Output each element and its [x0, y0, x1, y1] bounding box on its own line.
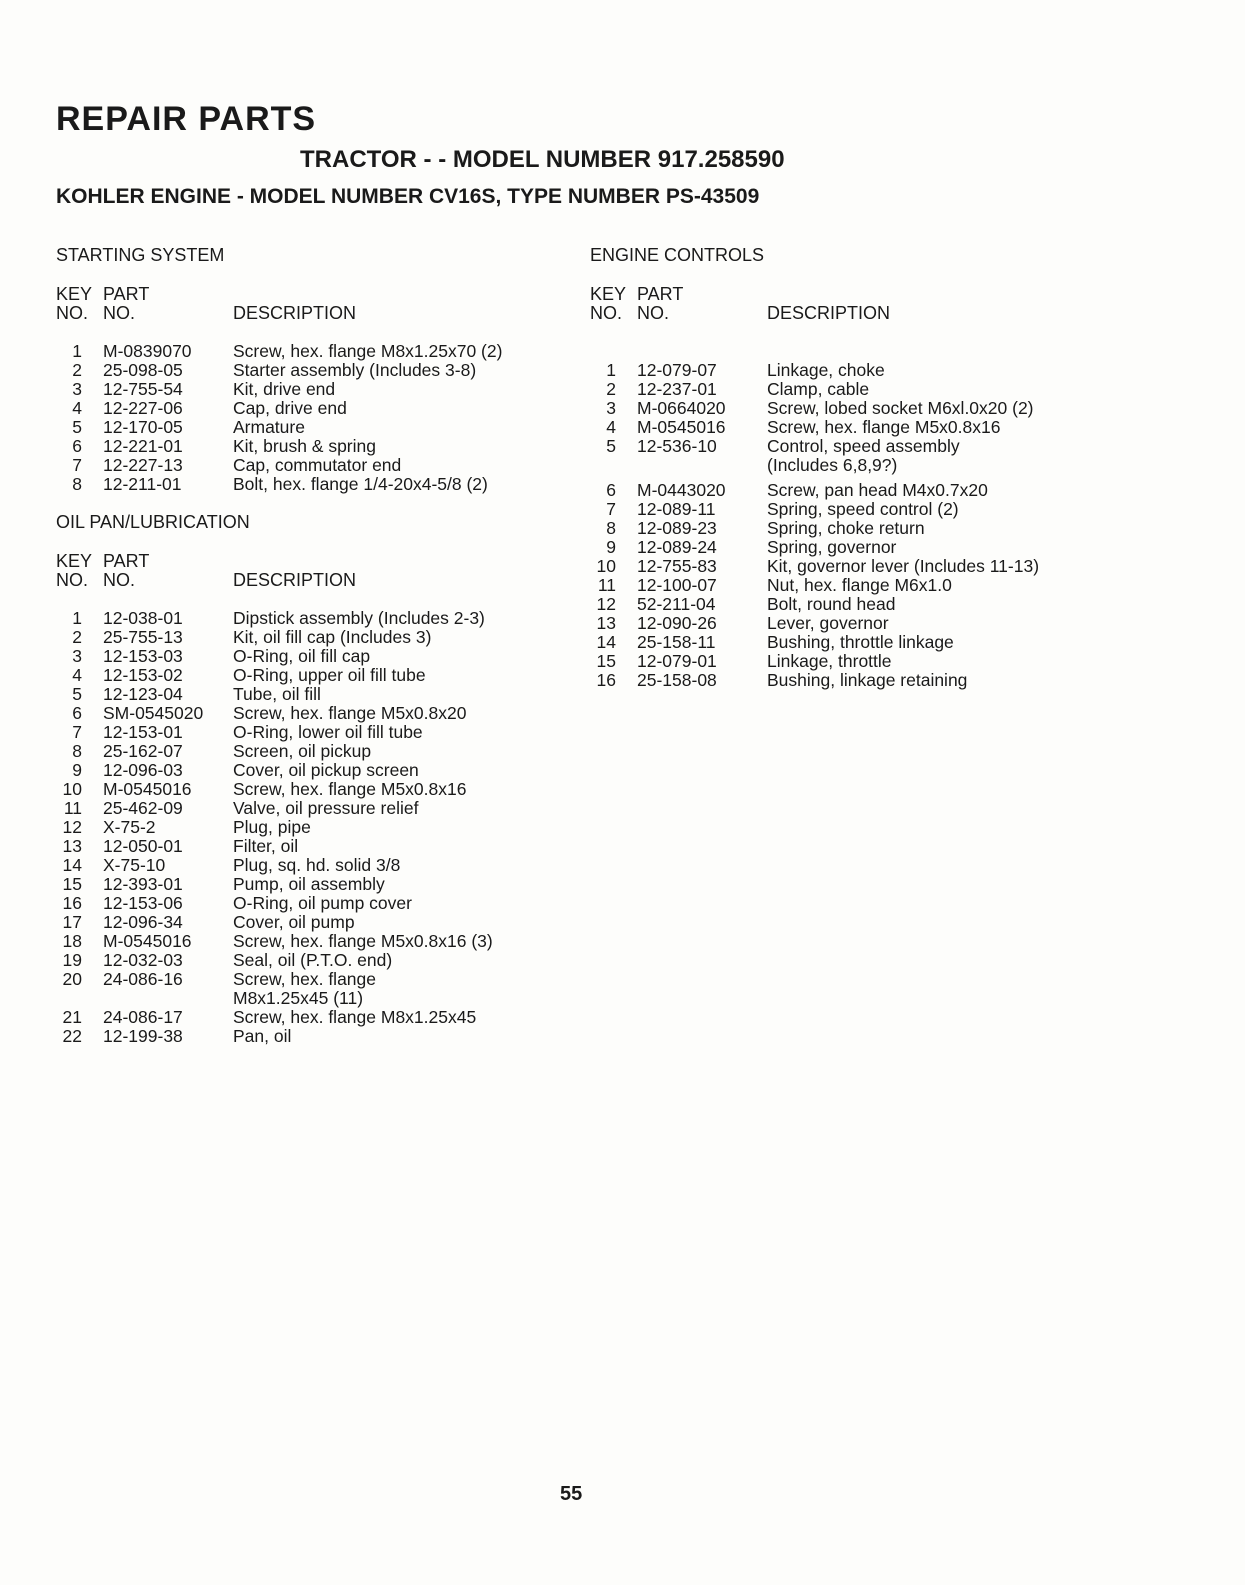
- part-number: 12-153-02: [103, 665, 183, 685]
- key-number: 2: [72, 360, 82, 380]
- key-number: 22: [62, 1026, 82, 1046]
- part-number: 12-199-38: [103, 1026, 183, 1046]
- col-part-no-label: NO.: [103, 570, 136, 590]
- part-number: 25-158-08: [637, 670, 717, 690]
- part-number: 25-755-13: [103, 627, 183, 647]
- part-description: Spring, governor: [767, 537, 897, 557]
- key-number: 11: [597, 575, 616, 595]
- col-key-label: KEY: [590, 284, 627, 304]
- key-number: 10: [62, 779, 82, 799]
- column-header-starting-system: [56, 285, 456, 325]
- key-number: 7: [606, 499, 616, 519]
- part-number: 12-123-04: [103, 684, 183, 704]
- part-description: O-Ring, oil fill cap: [233, 646, 371, 666]
- key-number: 4: [72, 398, 82, 418]
- part-description: Screw, hex. flange M5x0.8x20: [233, 703, 467, 723]
- part-number: X-75-2: [103, 817, 156, 837]
- part-number: 12-032-03: [103, 950, 183, 970]
- part-description: Screen, oil pickup: [233, 741, 372, 761]
- part-number: M-0664020: [637, 398, 726, 418]
- key-number: 21: [62, 1007, 82, 1027]
- part-description: Cover, oil pump: [233, 912, 355, 932]
- part-number: 25-158-11: [637, 632, 716, 652]
- part-description: Bushing, throttle linkage: [767, 632, 954, 652]
- key-number: 6: [72, 703, 82, 723]
- part-description: Screw, hex. flange M8x1.25x45: [233, 1007, 477, 1027]
- part-description: Lever, governor: [767, 613, 889, 633]
- part-number: 12-089-24: [637, 537, 717, 557]
- part-description: Armature: [233, 417, 305, 437]
- key-number: 14: [596, 632, 616, 652]
- part-number: 12-089-23: [637, 518, 717, 538]
- part-description: Bolt, hex. flange 1/4-20x4-5/8 (2): [233, 474, 488, 494]
- col-description-label: DESCRIPTION: [233, 570, 357, 590]
- part-description: Pan, oil: [233, 1026, 292, 1046]
- part-description: M8x1.25x45 (11): [233, 988, 364, 1008]
- part-description: Cap, commutator end: [233, 455, 402, 475]
- key-number: 9: [606, 537, 616, 557]
- key-number: 12: [62, 817, 82, 837]
- part-description: Cap, drive end: [233, 398, 347, 418]
- part-description: Pump, oil assembly: [233, 874, 385, 894]
- key-number: 11: [63, 798, 82, 818]
- key-number: 15: [596, 651, 616, 671]
- key-number: 7: [72, 455, 82, 475]
- section-title-oil-pan: OIL PAN/LUBRICATION: [56, 512, 250, 532]
- col-part-label: PART: [103, 551, 150, 571]
- part-description: Filter, oil: [233, 836, 299, 856]
- key-number: 16: [62, 893, 82, 913]
- part-description: Screw, hex. flange M5x0.8x16 (3): [233, 931, 493, 951]
- part-description: Screw, hex. flange M5x0.8x16: [233, 779, 467, 799]
- part-number: 12-153-01: [103, 722, 183, 742]
- part-number: 12-227-06: [103, 398, 183, 418]
- part-number: 12-038-01: [103, 608, 183, 628]
- key-number: 5: [72, 684, 82, 704]
- part-description: Bolt, round head: [767, 594, 896, 614]
- key-number: 5: [72, 417, 82, 437]
- key-number: 3: [72, 646, 82, 666]
- part-number: 12-079-07: [637, 360, 717, 380]
- part-number: 12-153-03: [103, 646, 183, 666]
- part-description: (Includes 6,8,9?): [767, 455, 898, 475]
- key-number: 8: [72, 474, 82, 494]
- part-number: X-75-10: [103, 855, 166, 875]
- part-description: Nut, hex. flange M6x1.0: [767, 575, 952, 595]
- part-description: Control, speed assembly: [767, 436, 960, 456]
- key-number: 5: [606, 436, 616, 456]
- part-number: M-0545016: [103, 779, 192, 799]
- key-number: 10: [596, 556, 616, 576]
- part-description: Screw, hex. flange M5x0.8x16: [767, 417, 1001, 437]
- col-description-label: DESCRIPTION: [767, 303, 891, 323]
- part-description: Plug, sq. hd. solid 3/8: [233, 855, 401, 875]
- part-number: 12-221-01: [103, 436, 183, 456]
- key-number: 9: [72, 760, 82, 780]
- key-number: 2: [606, 379, 616, 399]
- part-number: M-0839070: [103, 341, 192, 361]
- key-number: 8: [606, 518, 616, 538]
- key-number: 14: [62, 855, 82, 875]
- part-number: 12-100-07: [637, 575, 717, 595]
- engine-model-title: KOHLER ENGINE - MODEL NUMBER CV16S, TYPE NUMBER PS-43509: [56, 185, 760, 208]
- col-key-label: KEY: [56, 551, 93, 571]
- part-description: O-Ring, upper oil fill tube: [233, 665, 426, 685]
- key-number: 1: [72, 341, 82, 361]
- tractor-model-title: TRACTOR - - MODEL NUMBER 917.258590: [300, 146, 785, 173]
- part-description: Bushing, linkage retaining: [767, 670, 968, 690]
- key-number: 3: [606, 398, 616, 418]
- col-part-label: PART: [637, 284, 684, 304]
- part-description: Spring, choke return: [767, 518, 925, 538]
- part-number: 12-079-01: [637, 651, 717, 671]
- part-number: 24-086-17: [103, 1007, 183, 1027]
- key-number: 19: [62, 950, 82, 970]
- part-description: Spring, speed control (2): [767, 499, 959, 519]
- column-header-engine-controls: [590, 285, 990, 325]
- part-description: Valve, oil pressure relief: [233, 798, 419, 818]
- col-key-label: KEY: [56, 284, 93, 304]
- key-number: 7: [72, 722, 82, 742]
- key-number: 20: [62, 969, 82, 989]
- col-part-no-label: NO.: [103, 303, 136, 323]
- part-number: 12-096-34: [103, 912, 183, 932]
- key-number: 1: [606, 360, 616, 380]
- col-key-no-label: NO.: [56, 303, 89, 323]
- part-description: Cover, oil pickup screen: [233, 760, 419, 780]
- part-number: 12-755-83: [637, 556, 717, 576]
- key-number: 1: [72, 608, 82, 628]
- col-key-no-label: NO.: [56, 570, 89, 590]
- key-number: 2: [72, 627, 82, 647]
- section-title-starting-system: STARTING SYSTEM: [56, 245, 225, 265]
- part-description: Dipstick assembly (Includes 2-3): [233, 608, 485, 628]
- part-description: Screw, hex. flange M8x1.25x70 (2): [233, 341, 503, 361]
- part-description: Tube, oil fill: [233, 684, 321, 704]
- part-description: Screw, pan head M4x0.7x20: [767, 480, 988, 500]
- column-header-oil-pan: [56, 552, 456, 592]
- part-number: 12-237-01: [637, 379, 717, 399]
- part-number: 12-393-01: [103, 874, 183, 894]
- part-description: Kit, drive end: [233, 379, 336, 399]
- col-part-label: PART: [103, 284, 150, 304]
- col-part-no-label: NO.: [637, 303, 670, 323]
- key-number: 15: [62, 874, 82, 894]
- part-description: Kit, brush & spring: [233, 436, 376, 456]
- part-number: 25-098-05: [103, 360, 183, 380]
- part-number: 52-211-04: [637, 594, 716, 614]
- key-number: 17: [62, 912, 82, 932]
- part-description: Clamp, cable: [767, 379, 870, 399]
- part-description: Screw, hex. flange: [233, 969, 376, 989]
- part-number: 24-086-16: [103, 969, 183, 989]
- part-description: Plug, pipe: [233, 817, 311, 837]
- part-number: 12-050-01: [103, 836, 183, 856]
- part-number: SM-0545020: [103, 703, 204, 723]
- part-number: M-0545016: [637, 417, 726, 437]
- key-number: 4: [72, 665, 82, 685]
- part-description: O-Ring, lower oil fill tube: [233, 722, 423, 742]
- key-number: 13: [596, 613, 616, 633]
- key-number: 18: [62, 931, 82, 951]
- part-number: 12-096-03: [103, 760, 183, 780]
- section-title-engine-controls: ENGINE CONTROLS: [590, 245, 765, 265]
- part-description: Seal, oil (P.T.O. end): [233, 950, 393, 970]
- key-number: 13: [62, 836, 82, 856]
- key-number: 12: [596, 594, 616, 614]
- key-number: 4: [606, 417, 616, 437]
- part-description: Linkage, choke: [767, 360, 885, 380]
- part-number: 12-536-10: [637, 436, 717, 456]
- part-number: 12-211-01: [103, 474, 182, 494]
- part-description: Starter assembly (Includes 3-8): [233, 360, 477, 380]
- part-description: Kit, governor lever (Includes 11-13): [767, 556, 1040, 576]
- part-number: 12-227-13: [103, 455, 183, 475]
- part-number: 12-755-54: [103, 379, 183, 399]
- col-key-no-label: NO.: [590, 303, 623, 323]
- part-number: 12-170-05: [103, 417, 183, 437]
- col-description-label: DESCRIPTION: [233, 303, 357, 323]
- page-title: REPAIR PARTS: [56, 100, 317, 138]
- part-number: 12-090-26: [637, 613, 717, 633]
- part-description: Kit, oil fill cap (Includes 3): [233, 627, 432, 647]
- part-number: 25-462-09: [103, 798, 183, 818]
- key-number: 6: [606, 480, 616, 500]
- part-number: M-0443020: [637, 480, 726, 500]
- key-number: 6: [72, 436, 82, 456]
- part-number: 25-162-07: [103, 741, 183, 761]
- part-description: Screw, lobed socket M6xl.0x20 (2): [767, 398, 1034, 418]
- part-number: 12-089-11: [637, 499, 716, 519]
- key-number: 3: [72, 379, 82, 399]
- part-description: Linkage, throttle: [767, 651, 892, 671]
- page-number: 55: [560, 1483, 583, 1505]
- part-description: O-Ring, oil pump cover: [233, 893, 412, 913]
- key-number: 8: [72, 741, 82, 761]
- part-number: M-0545016: [103, 931, 192, 951]
- key-number: 16: [596, 670, 616, 690]
- part-number: 12-153-06: [103, 893, 183, 913]
